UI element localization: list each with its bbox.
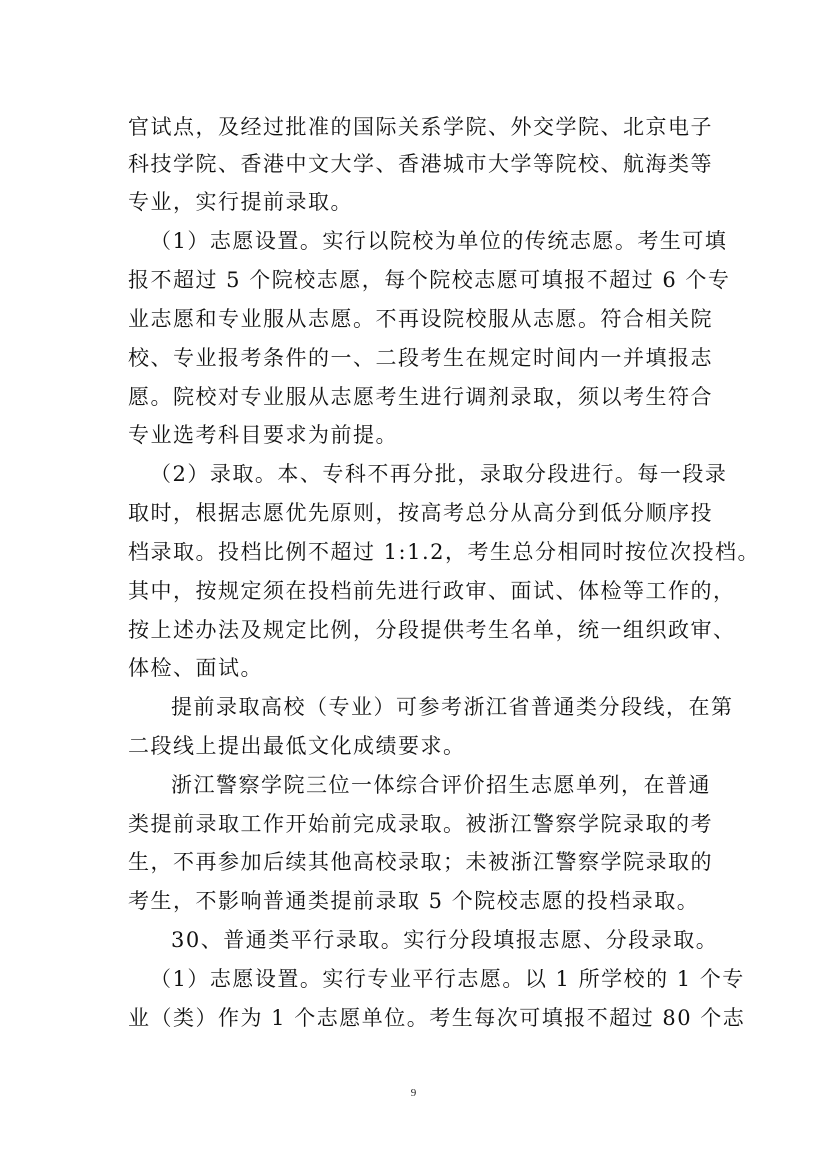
text-line: 30、普通类平行录取。实行分段填报志愿、分段录取。 (171, 928, 719, 952)
text-line: 按上述办法及规定比例，分段提供考生名单，统一组织政审、 (128, 618, 736, 642)
text-line: （1）志愿设置。实行以院校为单位的传统志愿。考生可填 (150, 229, 728, 253)
text-line: 科技学院、香港中文大学、香港城市大学等院校、航海类等 (128, 152, 713, 176)
text-line: 类提前录取工作开始前完成录取。被浙江警察学院录取的考 (128, 812, 713, 836)
text-line: （1）志愿设置。实行专业平行志愿。以 1 所学校的 1 个专 (150, 967, 745, 991)
text-line: 其中，按规定须在投档前先进行政审、面试、体检等工作的， (128, 579, 736, 603)
text-line: 取时，根据志愿优先原则，按高考总分从高分到低分顺序投 (128, 501, 713, 525)
text-line: 二段线上提出最低文化成绩要求。 (128, 734, 466, 758)
text-line: （2）录取。本、专科不再分批，录取分段进行。每一段录 (150, 462, 728, 486)
text-line: 业志愿和专业服从志愿。不再设院校服从志愿。符合相关院 (128, 307, 713, 331)
text-line: 业（类）作为 1 个志愿单位。考生每次可填报不超过 80 个志 (128, 1006, 746, 1030)
text-line: 提前录取高校（专业）可参考浙江省普通类分段线，在第 (171, 695, 734, 719)
text-line: 生，不再参加后续其他高校录取；未被浙江警察学院录取的 (128, 850, 713, 874)
text-line: 官试点，及经过批准的国际关系学院、外交学院、北京电子 (128, 115, 713, 139)
text-line: 校、专业报考条件的一、二段考生在规定时间内一并填报志 (128, 346, 713, 370)
text-line: 档录取。投档比例不超过 1:1.2，考生总分相同时按位次投档。 (128, 540, 761, 564)
text-line: 专业，实行提前录取。 (128, 190, 353, 214)
page-number: 9 (410, 1087, 417, 1099)
text-line: 体检、面试。 (128, 656, 263, 680)
text-line: 愿。院校对专业服从志愿考生进行调剂录取，须以考生符合 (128, 385, 713, 409)
text-line: 考生，不影响普通类提前录取 5 个院校志愿的投档录取。 (128, 889, 700, 913)
text-line: 浙江警察学院三位一体综合评价招生志愿单列，在普通 (171, 773, 711, 797)
text-line: 专业选考科目要求为前提。 (128, 423, 398, 447)
text-line: 报不超过 5 个院校志愿，每个院校志愿可填报不超过 6 个专 (128, 268, 731, 292)
